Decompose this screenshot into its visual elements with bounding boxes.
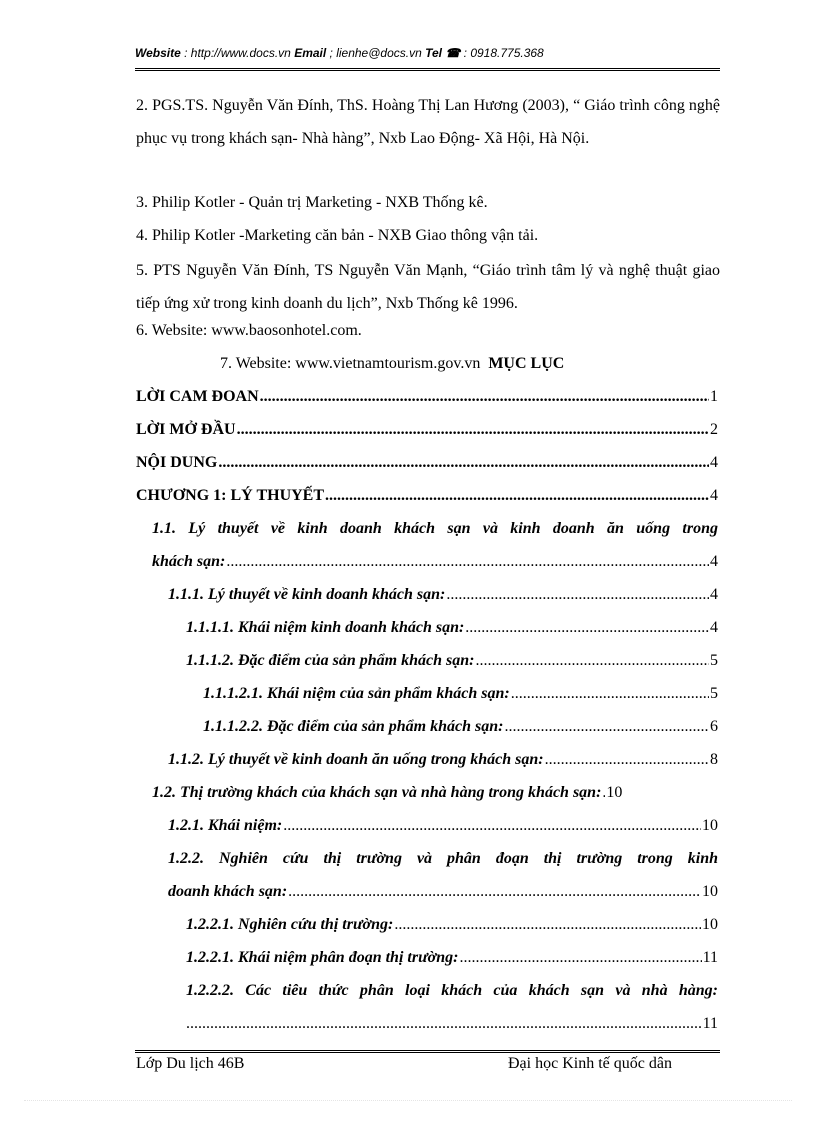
- toc-leader: [260, 380, 709, 413]
- toc-entry[interactable]: [136, 446, 718, 479]
- toc-entry-title-line1[interactable]: 1.2.2.2. Các tiêu thức phân loại khách của khách sạn và nhà hàng:: [186, 982, 718, 999]
- toc-entry-title: doanh khách sạn:: [168, 883, 288, 900]
- toc-entry-title-line1[interactable]: 1.1. Lý thuyết về kinh doanh khách sạn và kinh doanh ăn uống trong: [152, 520, 718, 537]
- toc-entry-title: 1.1.1.2. Đặc điểm của sản phẩm khách sạn:: [186, 652, 475, 669]
- toc-entry[interactable]: [168, 875, 718, 908]
- website-value: : http://www.docs.vn: [180, 46, 295, 60]
- toc-leader: [459, 941, 701, 974]
- toc-entry[interactable]: [136, 479, 718, 512]
- toc-entry-title: 1.1.2. Lý thuyết về kinh doanh ăn uống trong khách sạn:: [168, 751, 544, 768]
- toc-leader: [602, 776, 605, 809]
- toc-entry-title-line1[interactable]: 1.2.2. Nghiên cứu thị trường và phân đoạn thị trường trong kinh: [168, 850, 718, 867]
- toc-entry[interactable]: [203, 677, 718, 710]
- toc-entry[interactable]: [136, 413, 718, 446]
- toc-entry[interactable]: [168, 578, 718, 611]
- toc-entry-page: 4: [710, 454, 718, 471]
- toc-entry-title: CHƯƠNG 1: LÝ THUYẾT: [136, 487, 325, 504]
- toc-entry-title: NỘI DUNG: [136, 454, 218, 471]
- toc-entry[interactable]: [168, 743, 718, 776]
- page-header: [135, 46, 720, 60]
- toc-entry-title: 1.1.1.2.1. Khái niệm của sản phẩm khách sạn:: [203, 685, 510, 702]
- toc-leader: [545, 743, 709, 776]
- reference-3: 3. Philip Kotler - Quản trị Marketing - NXB Thống kê.: [136, 194, 488, 211]
- reference-4: 4. Philip Kotler -Marketing căn bản - NXB Giao thông vận tải.: [136, 227, 539, 244]
- toc-entry-title: 1.2. Thị trường khách của khách sạn và nhà hàng trong khách sạn:: [152, 784, 602, 801]
- toc-entry-page: 4: [710, 619, 718, 636]
- toc-leader: [446, 578, 709, 611]
- toc-entry-title: LỜI MỞ ĐẦU: [136, 421, 236, 438]
- toc-entry-page: 10: [606, 784, 623, 801]
- email-value: ; lienhe@docs.vn: [326, 46, 426, 60]
- toc-leader: [504, 710, 709, 743]
- toc-entry-title: 1.2.2.1. Khái niệm phân đoạn thị trường:: [186, 949, 459, 966]
- toc-entry[interactable]: [152, 776, 718, 809]
- toc-entry-page: 10: [702, 817, 718, 834]
- toc-entry-title: khách sạn:: [152, 553, 226, 570]
- toc-entry[interactable]: [186, 1007, 718, 1040]
- tel-label: Tel: [425, 46, 443, 60]
- toc-entry[interactable]: [136, 380, 718, 413]
- toc-entry-page: 10: [702, 916, 718, 933]
- toc-leader: [288, 875, 701, 908]
- toc-entry-page: 6: [710, 718, 718, 735]
- toc-entry-title: 1.2.1. Khái niệm:: [168, 817, 283, 834]
- toc-leader: [394, 908, 701, 941]
- website-label: Website: [135, 46, 181, 60]
- toc-title: MỤC LỤC: [488, 355, 565, 372]
- toc-entry-title: 1.2.2.1. Nghiên cứu thị trường:: [186, 916, 394, 933]
- toc-entry-page: 4: [710, 487, 718, 504]
- footer-rule: [135, 1050, 720, 1053]
- toc-entry[interactable]: [186, 908, 718, 941]
- toc-leader: [237, 413, 709, 446]
- toc-entry-title: 1.1.1.1. Khái niệm kinh doanh khách sạn:: [186, 619, 465, 636]
- toc-entry[interactable]: [203, 710, 718, 743]
- toc-entry-page: 11: [702, 949, 718, 966]
- footer-university: Đại học Kinh tế quốc dân: [508, 1055, 672, 1072]
- toc-entry-page: 1: [710, 388, 718, 405]
- toc-entry-page: 11: [702, 1015, 718, 1032]
- toc-entry-page: 2: [710, 421, 718, 438]
- toc-leader: [218, 446, 709, 479]
- toc-entry-title: 1.1.1.2.2. Đặc điểm của sản phẩm khách sạn:: [203, 718, 504, 735]
- toc-leader: [511, 677, 709, 710]
- toc-leader: [186, 1007, 702, 1040]
- toc-entry-page: 10: [702, 883, 718, 900]
- toc-entry-page: 4: [710, 586, 718, 603]
- reference-6: 6. Website: www.baosonhotel.com.: [136, 322, 362, 339]
- toc-entry-page: 4: [710, 553, 718, 570]
- toc-leader: [325, 479, 709, 512]
- header-rule: [135, 68, 720, 71]
- email-label: Email: [294, 46, 327, 60]
- reference-2: 2. PGS.TS. Nguyễn Văn Đính, ThS. Hoàng Thị Lan Hương (2003), “ Giáo trình công nghệ phục vụ trong khách sạn- Nhà hàng”, Nxb Lao Động- Xã Hội, Hà Nội.: [136, 97, 720, 147]
- toc-entry-page: 5: [710, 652, 718, 669]
- toc-entry[interactable]: [152, 545, 718, 578]
- toc-entry-title: 1.1.1. Lý thuyết về kinh doanh khách sạn:: [168, 586, 446, 603]
- toc-entry[interactable]: [186, 644, 718, 677]
- toc-entry[interactable]: [168, 809, 718, 842]
- toc-entry[interactable]: [186, 611, 718, 644]
- toc-leader: [475, 644, 709, 677]
- page-edge-divider: [24, 1100, 792, 1101]
- toc-entry-page: 5: [710, 685, 718, 702]
- toc-leader: [226, 545, 709, 578]
- toc-entry-title: LỜI CAM ĐOAN: [136, 388, 259, 405]
- toc-leader: [465, 611, 709, 644]
- toc-leader: [283, 809, 701, 842]
- footer-class: Lớp Du lịch 46B: [136, 1055, 245, 1072]
- tel-value: : 0918.775.368: [460, 46, 544, 60]
- phone-icon: ☎: [445, 46, 461, 60]
- reference-5: 5. PTS Nguyễn Văn Đính, TS Nguyễn Văn Mạnh, “Giáo trình tâm lý và nghệ thuật giao tiếp ứng xử trong kinh doanh du lịch”, Nxb Thống kê 1996.: [136, 262, 720, 312]
- reference-7-line: [220, 355, 564, 373]
- toc-entry-page: 8: [710, 751, 718, 768]
- reference-7: 7. Website: www.vietnamtourism.gov.vn: [220, 355, 481, 372]
- toc-entry[interactable]: [186, 941, 718, 974]
